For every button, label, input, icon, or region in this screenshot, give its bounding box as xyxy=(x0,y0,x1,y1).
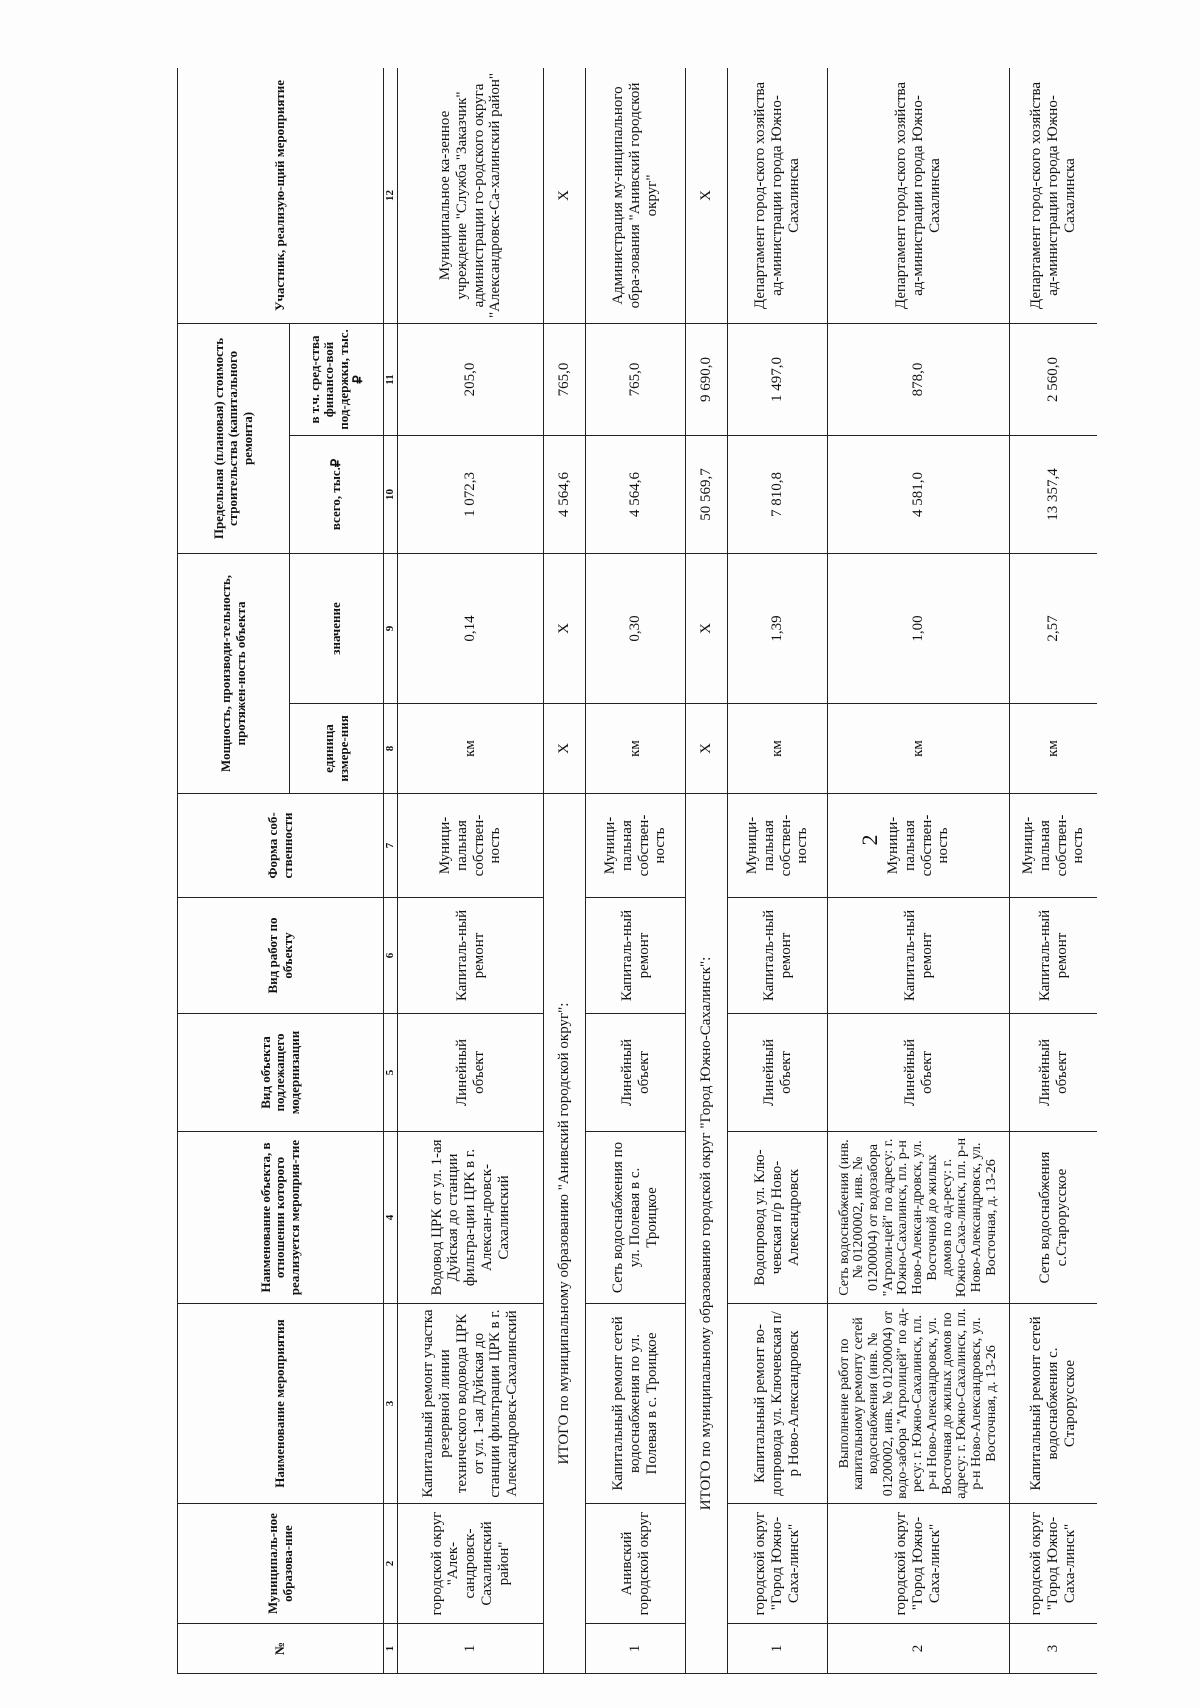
cell-event-name: Капитальный ремонт сетей водоснабжения по ул. Полевая в с. Троицкое xyxy=(586,1304,686,1504)
cell-cost-support: 878,0 xyxy=(828,323,1010,435)
header-capacity-group: Мощность, производи-тельность, протяжен-ность объекта xyxy=(178,553,290,793)
column-number: 12 xyxy=(384,68,398,323)
cell-cost-support: 205,0 xyxy=(398,323,544,435)
header-ownership: Форма соб-ственности xyxy=(178,794,384,898)
rotated-table-content xyxy=(177,68,1097,1674)
subtotal-row xyxy=(686,68,728,1674)
cell-num: 1 xyxy=(398,1624,544,1674)
cell-cost-support: 2 560,0 xyxy=(1010,323,1098,435)
subtotal-cost-support: 9 690,0 xyxy=(686,323,728,435)
cell-unit: км xyxy=(398,704,544,794)
cell-cost-total: 1 072,3 xyxy=(398,435,544,553)
cell-ownership: Муници-пальная собствен-ность xyxy=(586,794,686,898)
cell-object-type: Линейный объект xyxy=(586,1014,686,1132)
cell-cost-support: 1 497,0 xyxy=(728,323,828,435)
cell-object-type: Линейный объект xyxy=(728,1014,828,1132)
column-number: 9 xyxy=(384,553,398,703)
cell-work-type: Капиталь-ный ремонт xyxy=(1010,898,1098,1014)
column-number: 6 xyxy=(384,898,398,1014)
cell-object-type: Линейный объект xyxy=(1010,1014,1098,1132)
cell-work-type: Капиталь-ный ремонт xyxy=(828,898,1010,1014)
header-participant: Участник, реализую-щий мероприятие xyxy=(178,68,384,323)
cell-cost-total: 4 581,0 xyxy=(828,435,1010,553)
cell-municipality: городской округ "Город Южно-Саха-линск" xyxy=(728,1504,828,1624)
cell-event-name: Капитальный ремонт сетей водоснабжения с. Старорусское xyxy=(1010,1304,1098,1504)
cell-ownership: Муници-пальная собствен-ность xyxy=(728,794,828,898)
cell-unit: км xyxy=(728,704,828,794)
cell-value: 0,30 xyxy=(586,553,686,703)
program-table xyxy=(177,68,1097,1674)
column-number: 5 xyxy=(384,1014,398,1132)
header-capacity-unit: единица измере-ния xyxy=(290,704,384,794)
cell-object-name: Водовод ЦРК от ул. 1-ая Дуйская до станции фильтра-ции ЦРК в г. Алексан-дровск-Сахалинский xyxy=(398,1132,544,1304)
cell-ownership: Муници-пальная собствен-ность xyxy=(1010,794,1098,898)
cell-object-name: Сеть водоснабжения (инв. № 01200002, инв. № 01200004) от водозабора "Агроли-цей" по адресу: г. Южно-Сахалинск, пл. р-н Ново-Алексан-дровск, ул. Восточной до жилых домов по ад-ресу: г. Южно-Саха-линск, пл. р-н Ново-Александровск, ул. Восточная, д. 13-26 xyxy=(828,1132,1010,1304)
subtotal-cost-total: 50 569,7 xyxy=(686,435,728,553)
cell-num: 1 xyxy=(586,1624,686,1674)
cell-municipality: городской округ "Алек-сандровск-Сахалинский район" xyxy=(398,1504,544,1624)
cell-cost-total: 4 564,6 xyxy=(586,435,686,553)
header-row-1 xyxy=(178,68,290,1674)
cell-cost-total: 13 357,4 xyxy=(1010,435,1098,553)
cell-num: 1 xyxy=(728,1624,828,1674)
column-number: 4 xyxy=(384,1132,398,1304)
subtotal-label: ИТОГО по муниципальному образованию городской округ "Город Южно-Сахалинск": xyxy=(686,794,728,1674)
cell-participant: Муниципальное ка-зенное учреждение "Служба "Заказчик" администрации го-родского округа "Александровск-Са-халинский район" xyxy=(398,68,544,323)
cell-work-type: Капиталь-ный ремонт xyxy=(586,898,686,1014)
header-cost-support: в т.ч. сред-ства финансо-вой под-держки, тыс.₽ xyxy=(290,323,384,435)
table-row xyxy=(398,68,544,1674)
column-number: 1 xyxy=(384,1624,398,1674)
subtotal-label: ИТОГО по муниципальному образованию "Анивский городской округ": xyxy=(544,794,586,1674)
header-object-name: Наименование объекта, в отношении которого реализуется мероприя-тие xyxy=(178,1132,384,1304)
cell-participant: Администрация му-ниципального обра-зования "Анивский городской округ" xyxy=(586,68,686,323)
cell-value: 1,00 xyxy=(828,553,1010,703)
subtotal-unit: X xyxy=(686,704,728,794)
column-number: 3 xyxy=(384,1304,398,1504)
cell-participant: Департамент город-ского хозяйства ад-министрации города Южно-Сахалинска xyxy=(1010,68,1098,323)
cell-value: 0,14 xyxy=(398,553,544,703)
column-number-row xyxy=(384,68,398,1674)
rotated-table-frame xyxy=(177,68,1097,1674)
subtotal-row xyxy=(544,68,586,1674)
cell-unit: км xyxy=(1010,704,1098,794)
cell-municipality: Анивский городской округ xyxy=(586,1504,686,1624)
cell-work-type: Капиталь-ный ремонт xyxy=(398,898,544,1014)
header-capacity-value: значение xyxy=(290,553,384,703)
cell-municipality: городской округ "Город Южно-Саха-линск" xyxy=(1010,1504,1098,1624)
cell-value: 1,39 xyxy=(728,553,828,703)
header-object-type: Вид объекта подлежащего модернизации xyxy=(178,1014,384,1132)
cell-cost-total: 7 810,8 xyxy=(728,435,828,553)
cell-num: 3 xyxy=(1010,1624,1098,1674)
cell-ownership: Муници-пальная собствен-ность xyxy=(828,794,1010,898)
cell-object-name: Водопровод ул. Клю-чевская п/р Ново-Александровск xyxy=(728,1132,828,1304)
cell-num: 2 xyxy=(828,1624,1010,1674)
cell-municipality: городской округ "Город Южно-Саха-линск" xyxy=(828,1504,1010,1624)
cell-object-type: Линейный объект xyxy=(398,1014,544,1132)
header-num: № xyxy=(178,1624,384,1674)
cell-work-type: Капиталь-ный ремонт xyxy=(728,898,828,1014)
cell-cost-support: 765,0 xyxy=(586,323,686,435)
cell-participant: Департамент город-ского хозяйства ад-министрации города Южно-Сахалинска xyxy=(728,68,828,323)
subtotal-unit: X xyxy=(544,704,586,794)
subtotal-participant: X xyxy=(686,68,728,323)
column-number: 10 xyxy=(384,435,398,553)
column-number: 11 xyxy=(384,323,398,435)
cell-event-name: Капитальный ремонт во-допровода ул. Ключевская п/р Ново-Александровск xyxy=(728,1304,828,1504)
header-event-name: Наименование мероприятия xyxy=(178,1304,384,1504)
header-work-type: Вид работ по объекту xyxy=(178,898,384,1014)
header-municipality: Муниципаль-ное образова-ние xyxy=(178,1504,384,1624)
header-cost-group: Предельная (плановая) стоимость строительства (капитального ремонта) xyxy=(178,323,290,553)
cell-unit: км xyxy=(828,704,1010,794)
cell-participant: Департамент город-ского хозяйства ад-министрации города Южно-Сахалинска xyxy=(828,68,1010,323)
table-row xyxy=(586,68,686,1674)
cell-object-name: Сеть водоснабжения с.Старорусское xyxy=(1010,1132,1098,1304)
column-number: 8 xyxy=(384,704,398,794)
cell-unit: км xyxy=(586,704,686,794)
column-number: 7 xyxy=(384,794,398,898)
cell-ownership: Муници-пальная собствен-ность xyxy=(398,794,544,898)
cell-object-type: Линейный объект xyxy=(828,1014,1010,1132)
subtotal-cost-support: 765,0 xyxy=(544,323,586,435)
cell-object-name: Сеть водоснабжения по ул. Полевая в с. Троицкое xyxy=(586,1132,686,1304)
page-number: 2 xyxy=(857,834,882,846)
cell-event-name: Капитальный ремонт участка резервной линии технического водовода ЦРК от ул. 1-ая Дуйская до станции фильтрации ЦРК в г. Александровск-Сахалинский xyxy=(398,1304,544,1504)
table-row xyxy=(728,68,828,1674)
subtotal-participant: X xyxy=(544,68,586,323)
subtotal-value: X xyxy=(544,553,586,703)
subtotal-value: X xyxy=(686,553,728,703)
subtotal-cost-total: 4 564,6 xyxy=(544,435,586,553)
cell-value: 2,57 xyxy=(1010,553,1098,703)
cell-event-name: Выполнение работ по капитальному ремонту сетей водоснабжения (инв. № 01200002, инв. № 01200004) от водо-забора "Агролицей" по ад-ресу: г. Южно-Сахалинск, пл. р-н Ново-Александровск, ул. Восточная до жилых домов по адресу: г. Южно-Сахалинск, пл. р-н Ново-Александровск, ул. Восточная, д. 13-26 xyxy=(828,1304,1010,1504)
header-cost-total: всего, тыс.₽ xyxy=(290,435,384,553)
column-number: 2 xyxy=(384,1504,398,1624)
table-row xyxy=(828,68,1010,1674)
table-row xyxy=(1010,68,1098,1674)
